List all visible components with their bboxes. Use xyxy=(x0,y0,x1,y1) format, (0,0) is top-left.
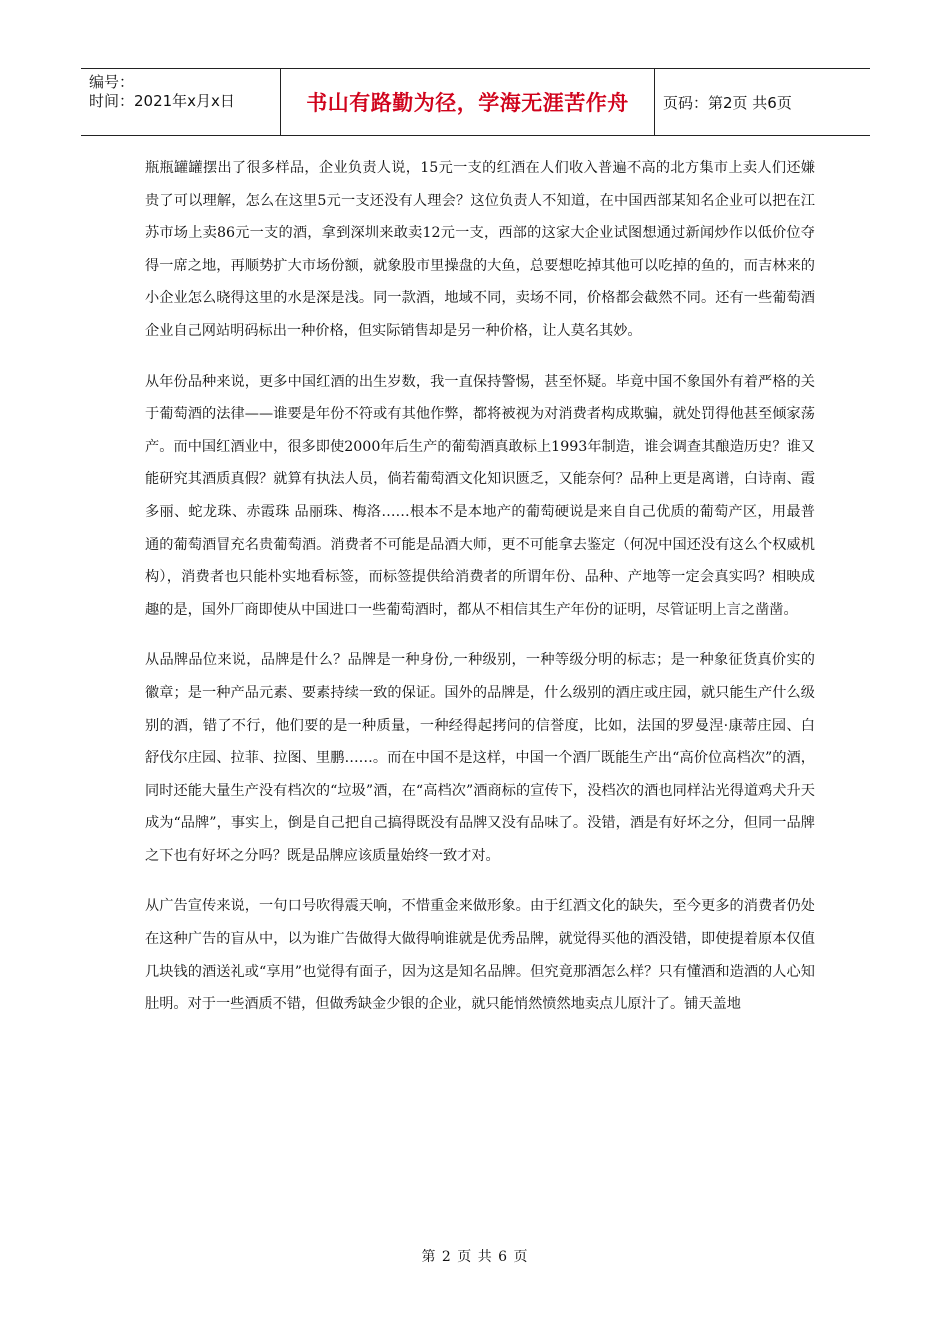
page-footer: 第 2 页 共 6 页 xyxy=(421,1249,529,1265)
body-paragraph: 从年份品种来说，更多中国红酒的出生岁数，我一直保持警惕，甚至怀疑。毕竟中国不象国外有着严格的关于葡萄酒的法律——谁要是年份不符或有其他作弊，都将被视为对消费者构成欺骗，就处罚得他甚至倾家荡产。而中国红酒业中，很多即使2000年后生产的葡萄酒真敢标上1993年制造，谁会调查其酿造历史？谁又能研究其酒质真假？就算有执法人员，倘若葡萄酒文化知识匮乏，又能奈何？品种上更是离谱，白诗南、霞多丽、蛇龙珠、赤霞珠 品丽珠、梅洛……根本不是本地产的葡萄硬说是来自自己优质的葡萄产区，用最普通的葡萄酒冒充名贵葡萄酒。消费者不可能是品酒大师，更不可能拿去鉴定（何况中国还没有这么个权威机构），消费者也只能朴实地看标签，而标签提供给消费者的所谓年份、品种、产地等一定会真实吗？相映成趣的是，国外厂商即使从中国进口一些葡萄酒时，都从不相信其生产年份的证明，尽管证明上言之凿凿。 xyxy=(145,373,815,618)
document-body xyxy=(145,152,815,1039)
header-motto: 书山有路勤为径，学海无涯苦作舟 xyxy=(281,69,655,135)
header-meta xyxy=(81,69,281,135)
header-page-number: 页码：第2页 共6页 xyxy=(663,93,792,112)
document-date: 时间：2021年x月x日 xyxy=(89,92,235,110)
page-header xyxy=(81,68,870,136)
document-number-label: 编号： xyxy=(89,73,135,91)
body-paragraph: 瓶瓶罐罐摆出了很多样品，企业负责人说，15元一支的红酒在人们收入普遍不高的北方集市上卖人们还嫌贵了可以理解，怎么在这里5元一支还没有人理会？这位负责人不知道，在中国西部某知名企业可以把在江苏市场上卖86元一支的酒，拿到深圳来敢卖12元一支，西部的这家大企业试图想通过新闻炒作以低价位夺得一席之地，再顺势扩大市场份额，就象股市里操盘的大鱼，总要想吃掉其他可以吃掉的鱼的，而吉林来的小企业怎么晓得这里的水是深是浅。同一款酒，地域不同，卖场不同，价格都会截然不同。还有一些葡萄酒企业自己网站明码标出一种价格，但实际销售却是另一种价格，让人莫名其妙。 xyxy=(145,160,815,339)
body-paragraph: 从品牌品位来说，品牌是什么？品牌是一种身份,一种级别，一种等级分明的标志；是一种象征货真价实的徽章；是一种产品元素、要素持续一致的保证。国外的品牌是，什么级别的酒庄或庄园，就只能生产什么级别的酒，错了不行，他们要的是一种质量，一种经得起拷问的信誉度，比如，法国的罗曼涅·康蒂庄园、白舒伐尔庄园、拉菲、拉图、里鹏……。而在中国不是这样，中国一个酒厂既能生产出“高价位高档次”的酒，同时还能大量生产没有档次的“垃圾”酒，在“高档次”酒商标的宣传下，没档次的酒也同样沾光得道鸡犬升天成为“品牌”，事实上，倒是自己把自己搞得既没有品牌又没有品味了。没错，酒是有好坏之分，但同一品牌之下也有好坏之分吗？既是品牌应该质量始终一致才对。 xyxy=(145,652,815,864)
body-paragraph: 从广告宣传来说，一句口号吹得震天响，不惜重金来做形象。由于红酒文化的缺失，至今更多的消费者仍处在这种广告的盲从中，以为谁广告做得大做得响谁就是优秀品牌，就觉得买他的酒没错，即使提着原本仅值几块钱的酒送礼或“享用”也觉得有面子，因为这是知名品牌。但究竟那酒怎么样？只有懂酒和造酒的人心知肚明。对于一些酒质不错，但做秀缺金少银的企业，就只能悄然愤然地卖点儿原汁了。铺天盖地 xyxy=(145,898,815,1013)
